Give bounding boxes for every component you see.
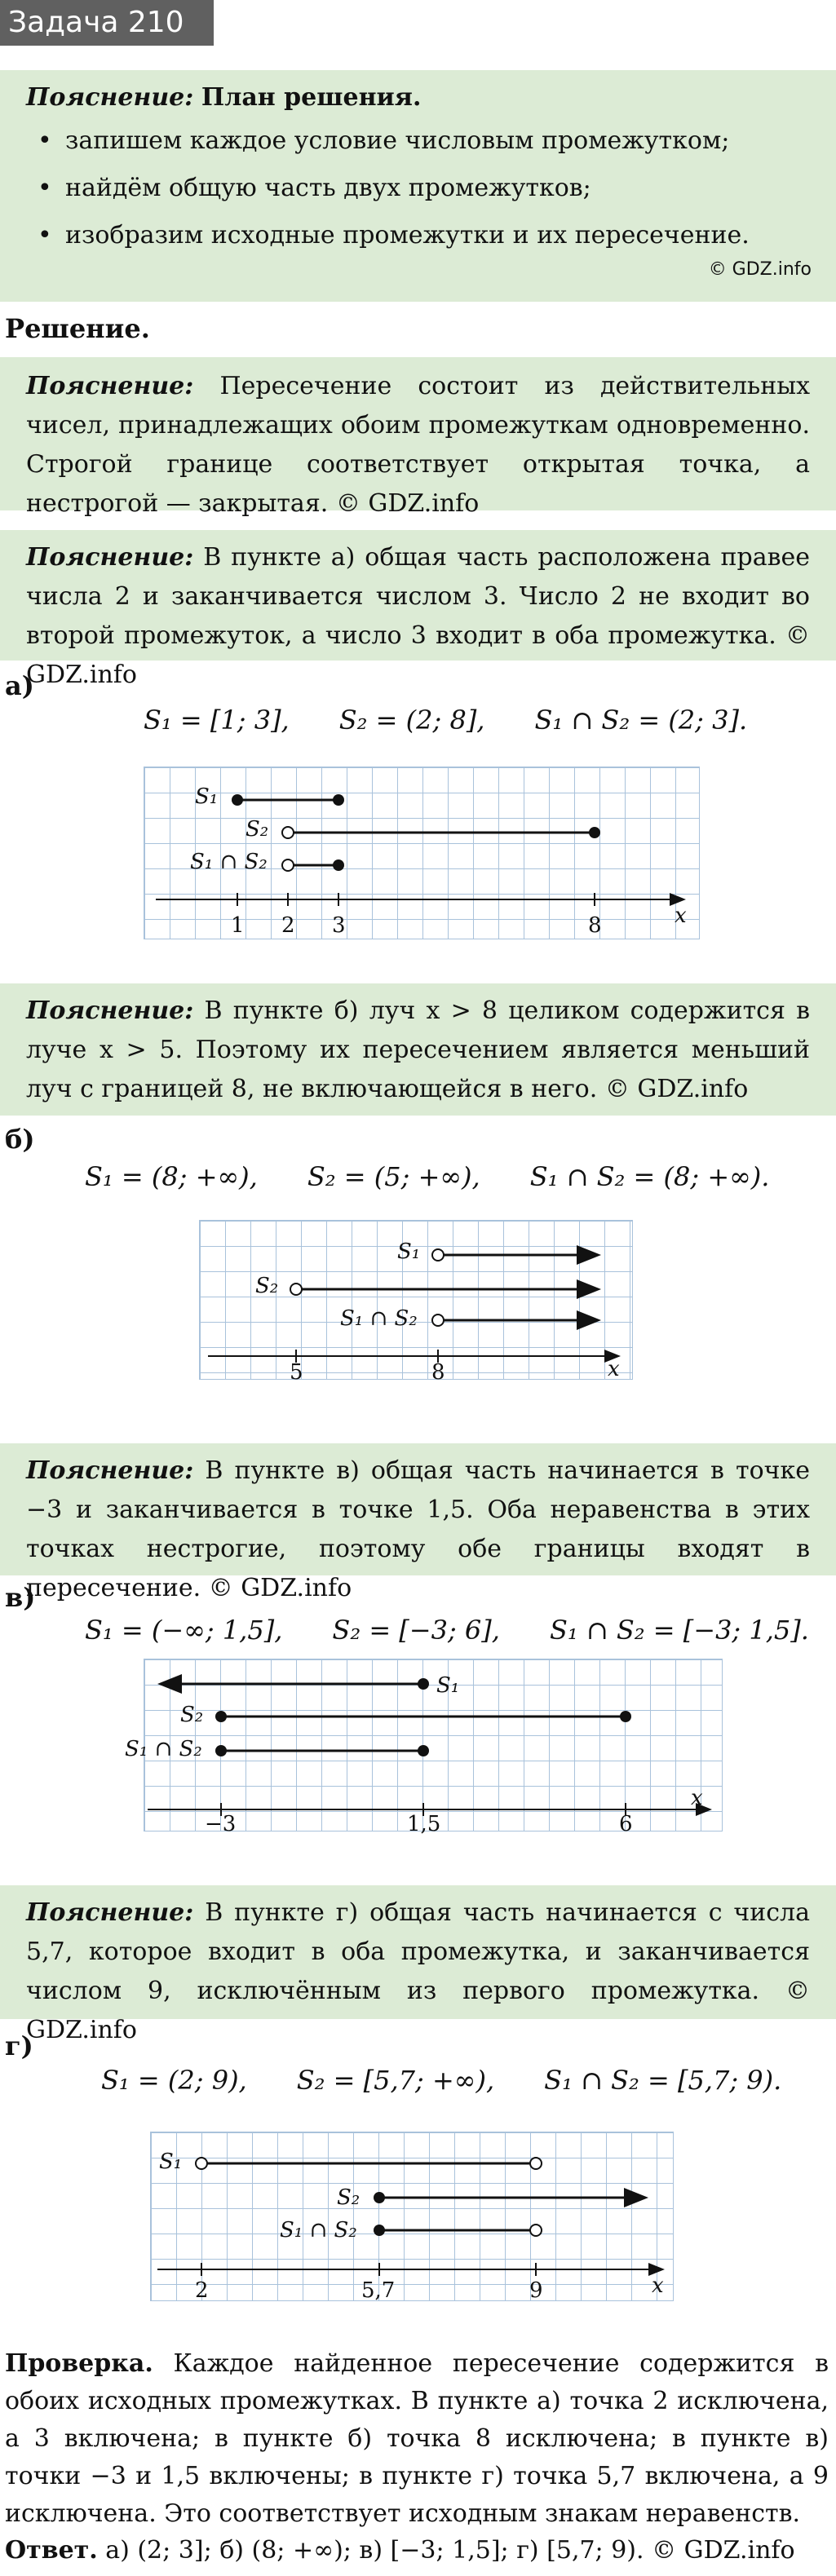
answer-block (5, 2531, 829, 2570)
closed-point (333, 794, 344, 806)
x-axis-var: x (652, 2273, 664, 2298)
tick-label: 3 (332, 913, 346, 938)
open-point (432, 1315, 444, 1326)
closed-point (215, 1745, 227, 1756)
answer-text: а) (2; 3]; б) (8; +∞); в) [−3; 1,5]; г) [5,7; 9). © GDZ.info (97, 2536, 795, 2565)
open-point (432, 1249, 444, 1261)
part-c-label: в) (5, 1582, 36, 1613)
open-point (282, 827, 294, 838)
open-point (282, 859, 294, 871)
number-line-b (199, 1220, 633, 1385)
part-a-formula: S₁ = [1; 3], S₂ = (2; 8], S₁ ∩ S₂ = (2; 3]. (144, 705, 748, 736)
segment-label: S₁ ∩ S₂ (125, 1737, 202, 1761)
explanation-text: В пункте г) общая часть начинается с числа 5,7, которое входит в оба промежутка, и заканчивается числом 9, исключённым из первого промежутка. © GDZ.info (26, 1898, 810, 2044)
part-d-formula: S₁ = (2; 9), S₂ = [5,7; +∞), S₁ ∩ S₂ = [5,7; 9). (101, 2065, 782, 2096)
segment-label: S₁ (397, 1239, 421, 1264)
segment-label: S₂ (337, 2185, 360, 2210)
tick-label: 1,5 (407, 1812, 441, 1836)
check-text: Каждое найденное пересечение содержится в обоих исходных промежутках. В пункте а) точка 2 исключена, а 3 включена; в пункте б) точка 8 исключена; в пункте в) точки −3 и 1,5 включены; в пункте г) точка 5,7 включена, а 9 исключена. Это соответствует исходным знакам неравенств. (5, 2349, 829, 2528)
explanation-label: Пояснение: (26, 372, 194, 400)
closed-point (418, 1678, 429, 1690)
plan-item: • изобразим исходные промежутки и их пересечение. (26, 212, 810, 259)
answer-label: Ответ. (5, 2536, 98, 2565)
tick-label: 2 (195, 2278, 209, 2303)
open-point (290, 1284, 302, 1295)
plan-panel (0, 70, 836, 302)
explanation-text: В пункте а) общая часть расположена правее числа 2 и заканчивается числом 3. Число 2 не входит во второй промежуток, а число 3 входит в оба промежутка. © GDZ.info (26, 543, 810, 689)
tick-label: −3 (205, 1812, 237, 1836)
tick-label: 2 (281, 913, 295, 938)
plan-label: Пояснение: (26, 83, 194, 112)
part-b-formula: S₁ = (8; +∞), S₂ = (5; +∞), S₁ ∩ S₂ = (8; +∞). (85, 1161, 770, 1192)
open-point (530, 2158, 542, 2169)
segment-label: S₂ (255, 1274, 279, 1298)
segment-label: S₁ ∩ S₂ (280, 2218, 357, 2242)
tick-label: 5,7 (361, 2278, 396, 2303)
closed-point (620, 1711, 631, 1722)
part-a-label: а) (5, 670, 34, 701)
closed-point (333, 859, 344, 871)
x-axis-var: x (691, 1786, 703, 1810)
tick-label: 8 (588, 913, 602, 938)
open-point (196, 2158, 207, 2169)
explanation-panel (0, 1443, 836, 1602)
plan-title: План решения. (201, 83, 422, 112)
closed-point (215, 1711, 227, 1722)
tick-label: 6 (619, 1812, 633, 1836)
segment-label: S₁ ∩ S₂ (190, 850, 268, 874)
explanation-panel (0, 1885, 836, 2044)
plan-heading (26, 78, 810, 117)
plan-item: • найдём общую часть двух промежутков; (26, 165, 810, 212)
closed-point (418, 1745, 429, 1756)
plan-copyright: © GDZ.info (708, 259, 812, 280)
check-label: Проверка. (5, 2349, 153, 2378)
segment-label: S₁ ∩ S₂ (340, 1306, 418, 1331)
explanation-text: В пункте в) общая часть начинается в точке −3 и заканчивается в точке 1,5. Оба неравенства в этих точках нестрогие, поэтому обе границы входят в пересечение. © GDZ.info (26, 1456, 810, 1602)
x-axis-var: x (675, 904, 687, 928)
number-line-c (125, 1659, 723, 1836)
explanation-label: Пояснение: (26, 1456, 194, 1485)
task-title: Задача 210 (0, 0, 214, 46)
closed-point (374, 2225, 385, 2236)
segment-label: S₁ (159, 2150, 183, 2174)
closed-point (374, 2192, 385, 2203)
part-b-label: б) (5, 1124, 35, 1155)
check-block (5, 2345, 829, 2533)
segment-label: S₂ (245, 817, 269, 842)
tick-label: 9 (529, 2278, 543, 2303)
closed-point (589, 827, 600, 838)
tick-label: 1 (231, 913, 245, 938)
tick-label: 8 (431, 1360, 445, 1385)
explanation-panel (0, 983, 836, 1116)
closed-point (232, 794, 243, 806)
segment-label: S₂ (180, 1703, 204, 1727)
explanation-label: Пояснение: (26, 996, 194, 1025)
number-line-d (150, 2132, 674, 2301)
tick-label: 5 (290, 1360, 303, 1385)
explanation-label: Пояснение: (26, 543, 194, 572)
explanation-text: Пересечение состоит из действительных чисел, принадлежащих обоим промежуткам одновременно. Строгой границе соответствует открытая точка, а нестрогой — закрытая. © GDZ.info (26, 372, 810, 518)
plan-list (26, 117, 810, 259)
explanation-label: Пояснение: (26, 1898, 194, 1927)
plan-item: • запишем каждое условие числовым промежутком; (26, 117, 810, 165)
segment-label: S₁ (195, 784, 219, 809)
segment-label: S₁ (436, 1673, 460, 1698)
x-axis-var: x (608, 1357, 620, 1381)
explanation-panel (0, 357, 836, 518)
part-d-label: г) (5, 2030, 33, 2061)
explanation-panel (0, 530, 836, 689)
open-point (530, 2225, 542, 2236)
explanation-text: В пункте б) луч x > 8 целиком содержится в луче x > 5. Поэтому их пересечением является меньший луч с границей 8, не включающейся в него. © GDZ.info (26, 996, 810, 1103)
part-c-formula: S₁ = (−∞; 1,5], S₂ = [−3; 6], S₁ ∩ S₂ = [−3; 1,5]. (85, 1615, 809, 1646)
number-line-a (144, 767, 700, 939)
solution-title: Решение. (5, 313, 150, 344)
